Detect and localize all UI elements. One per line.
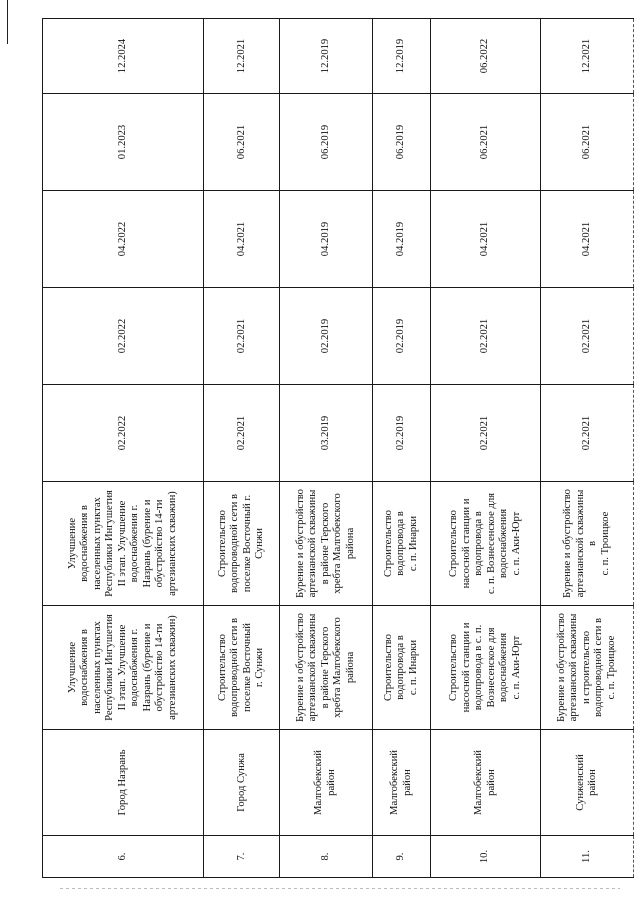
date-cell: 06.2019 <box>372 94 430 191</box>
date-cell: 01.2023 <box>43 94 204 191</box>
object-name-cell: Строительство насосной станции и водопровода в с. п. Вознесенское для водоснабжения с. п. Аки-Юрт <box>431 606 541 730</box>
municipality-cell: Сунженский район <box>541 730 634 836</box>
date-cell: 02.2021 <box>541 288 634 385</box>
row-number-cell: 11. <box>541 836 634 878</box>
date-cell: 06.2021 <box>541 94 634 191</box>
date-cell: 02.2019 <box>372 385 430 482</box>
date-cell: 06.2022 <box>431 19 541 94</box>
object-name-cell: Бурение и обустройство артезианской скважины в с. п. Троицкое <box>541 482 634 606</box>
date-cell: 12.2021 <box>541 19 634 94</box>
municipality-cell: Город Назрань <box>43 730 204 836</box>
table-row <box>431 19 541 878</box>
row-number-cell: 7. <box>204 836 280 878</box>
date-cell: 06.2021 <box>204 94 280 191</box>
date-cell: 12.2021 <box>204 19 280 94</box>
table-row <box>204 19 280 878</box>
object-name-cell: Строительство водопровода в с. п. Инарки <box>372 606 430 730</box>
date-cell: 02.2021 <box>204 288 280 385</box>
row-number-cell: 6. <box>43 836 204 878</box>
date-cell: 02.2021 <box>204 385 280 482</box>
object-name-cell: Бурение и обустройство артезианской скважины в районе Терского хребта Малгобекского района <box>280 482 373 606</box>
date-cell: 02.2022 <box>43 288 204 385</box>
object-name-cell: Строительство водопроводной сети в поселке Восточный г. Сунжи <box>204 606 280 730</box>
scan-edge-mark <box>7 0 8 44</box>
date-cell: 12.2024 <box>43 19 204 94</box>
object-name-cell: Бурение и обустройство артезианской скважины и строительство водопроводной сети в с. п. Троицкое <box>541 606 634 730</box>
date-cell: 02.2019 <box>280 288 373 385</box>
scan-artifact-line <box>60 888 620 889</box>
table-row <box>43 19 204 878</box>
object-name-cell: Бурение и обустройство артезианской скважины в районе Терского хребта Малгобекского района <box>280 606 373 730</box>
table-row <box>372 19 430 878</box>
table-row <box>541 19 634 878</box>
date-cell: 12.2019 <box>372 19 430 94</box>
date-cell: 04.2022 <box>43 191 204 288</box>
date-cell: 02.2021 <box>541 385 634 482</box>
date-cell: 02.2019 <box>372 288 430 385</box>
municipality-cell: Малгобекский район <box>372 730 430 836</box>
table-row <box>280 19 373 878</box>
object-name-cell: Строительство насосной станции и водопровода в с. п. Вознесенское для водоснабжения с. п. Аки-Юрт <box>431 482 541 606</box>
date-cell: 12.2019 <box>280 19 373 94</box>
municipality-cell: Малгобекский район <box>280 730 373 836</box>
date-cell: 06.2021 <box>431 94 541 191</box>
date-cell: 04.2019 <box>280 191 373 288</box>
document-table <box>42 18 634 878</box>
municipality-cell: Малгобекский район <box>431 730 541 836</box>
date-cell: 04.2021 <box>541 191 634 288</box>
object-name-cell: Строительство водопровода в с. п. Инарки <box>372 482 430 606</box>
date-cell: 02.2021 <box>431 385 541 482</box>
row-number-cell: 10. <box>431 836 541 878</box>
date-cell: 04.2021 <box>431 191 541 288</box>
row-number-cell: 8. <box>280 836 373 878</box>
rotated-table-container <box>42 20 634 878</box>
object-name-cell: Строительство водопроводной сети в поселке Восточный г. Сунжи <box>204 482 280 606</box>
date-cell: 03.2019 <box>280 385 373 482</box>
date-cell: 04.2021 <box>204 191 280 288</box>
date-cell: 04.2019 <box>372 191 430 288</box>
municipality-cell: Город Сунжа <box>204 730 280 836</box>
date-cell: 06.2019 <box>280 94 373 191</box>
date-cell: 02.2022 <box>43 385 204 482</box>
row-number-cell: 9. <box>372 836 430 878</box>
object-name-cell: Улучшение водоснабжения в населенных пунктах Республики Ингушетия II этап. Улучшение водоснабжения г. Назрань (бурение и обустройство 14-ти артезианских скважин) <box>43 606 204 730</box>
object-name-cell: Улучшение водоснабжения в населенных пунктах Республики Ингушетия II этап. Улучшение водоснабжения г. Назрань (бурение и обустройство 14-ти артезианских скважин) <box>43 482 204 606</box>
date-cell: 02.2021 <box>431 288 541 385</box>
